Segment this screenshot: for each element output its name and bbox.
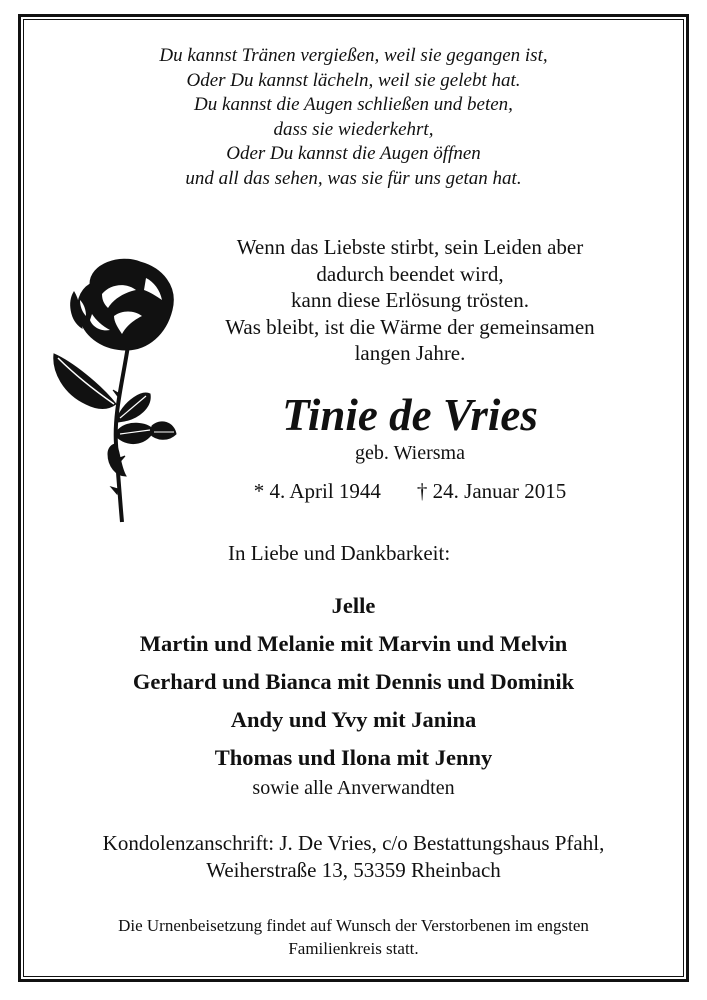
thanks-line: In Liebe und Dankbarkeit: xyxy=(228,541,451,565)
birth-name: geb. Wiersma xyxy=(355,442,465,464)
quote-line: kann diese Erlösung trösten. xyxy=(291,288,529,312)
address-line: Weiherstraße 13, 53359 Rheinbach xyxy=(206,858,501,882)
quote-line: dadurch beendet wird, xyxy=(316,261,504,286)
poem xyxy=(0,44,707,192)
quote xyxy=(180,234,640,367)
life-dates xyxy=(180,478,640,504)
address-line: Kondolenzanschrift: J. De Vries, c/o Bestattungshaus Pfahl, xyxy=(102,831,605,855)
family-member: Gerhard und Bianca mit Dennis und Dominik xyxy=(132,669,575,694)
deceased-name: Tinie de Vries xyxy=(282,390,538,440)
family-list xyxy=(0,587,707,777)
family-member: Andy und Yvy mit Janina xyxy=(230,707,477,732)
relatives-line: sowie alle Anverwandten xyxy=(252,777,455,799)
poem-line: und all das sehen, was sie für uns getan hat. xyxy=(185,167,522,189)
poem-line: Oder Du kannst die Augen öffnen xyxy=(226,143,481,165)
birth-date: * 4. April 1944 xyxy=(253,479,381,503)
condolence-address xyxy=(0,830,707,884)
burial-notice xyxy=(0,914,707,960)
poem-line: Du kannst die Augen schließen und beten, xyxy=(194,94,513,116)
family-member: Thomas und Ilona mit Jenny xyxy=(214,745,493,770)
quote-line: langen Jahre. xyxy=(354,341,466,365)
death-date: † 24. Januar 2015 xyxy=(416,479,567,503)
poem-line: dass sie wiederkehrt, xyxy=(273,118,434,140)
quote-line: Was bleibt, ist die Wärme der gemeinsamen xyxy=(225,314,595,339)
notice-line: Die Urnenbeisetzung findet auf Wunsch der Verstorbenen im engsten xyxy=(118,916,589,935)
family-member: Martin und Melanie mit Marvin und Melvin xyxy=(139,631,568,656)
notice-line: Familienkreis statt. xyxy=(288,939,419,958)
rose-icon xyxy=(50,254,180,526)
poem-line: Oder Du kannst lächeln, weil sie gelebt hat. xyxy=(186,69,521,91)
poem-line: Du kannst Tränen vergießen, weil sie gegangen ist, xyxy=(159,45,548,66)
quote-line: Wenn das Liebste stirbt, sein Leiden aber xyxy=(236,235,584,259)
family-member: Jelle xyxy=(331,593,376,618)
